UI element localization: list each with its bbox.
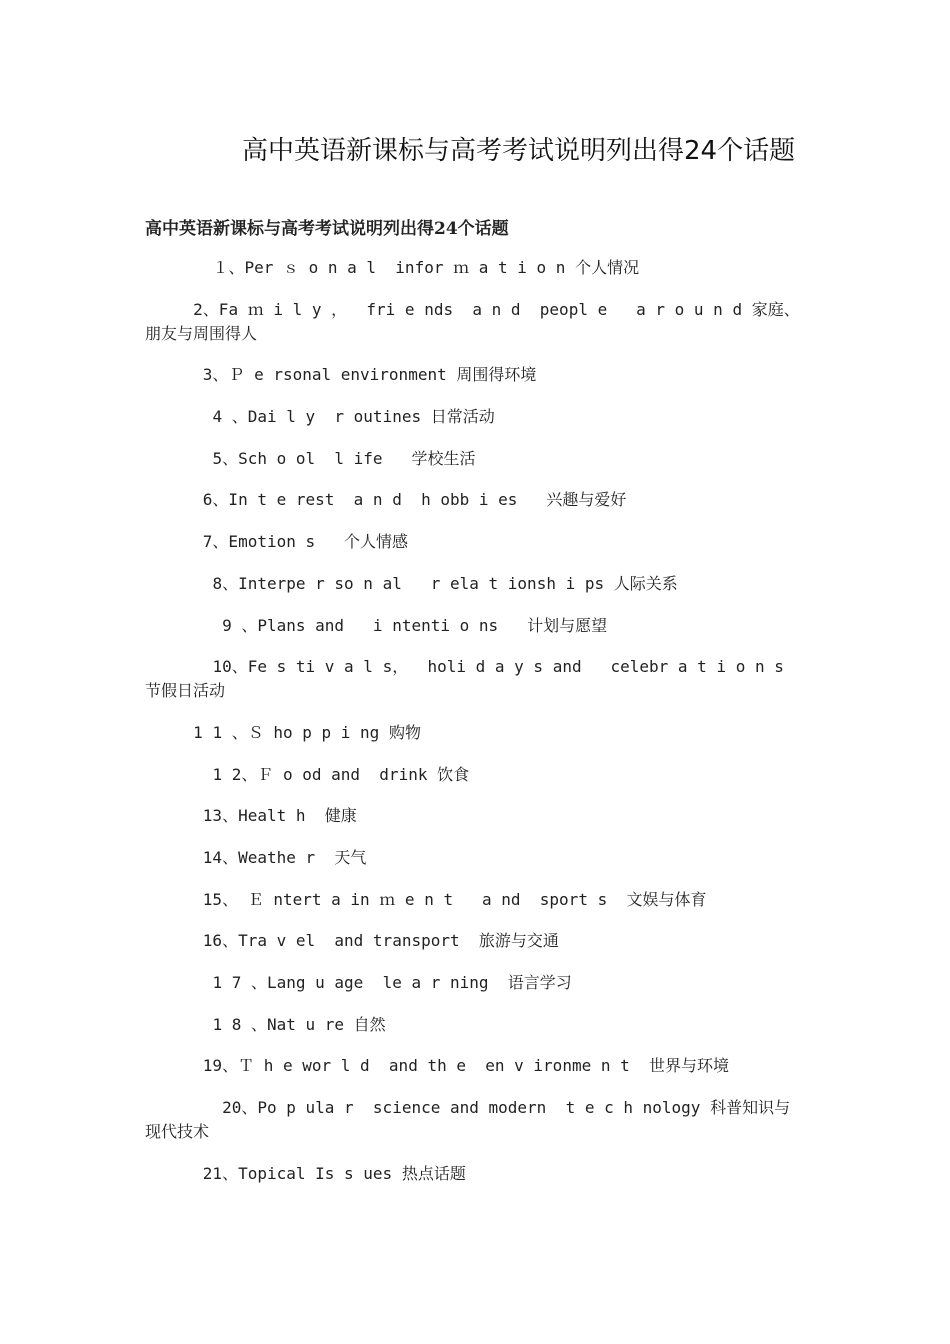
list-item	[145, 1054, 805, 1078]
topic-chinese: 饮食	[437, 764, 470, 784]
topic-chinese: 天气	[334, 847, 367, 867]
topic-english: １、Per ｓ o n a l infor ｍ a t i o n	[212, 258, 576, 277]
topic-chinese: 热点话题	[401, 1163, 466, 1183]
topic-indent	[145, 931, 203, 950]
topic-indent	[145, 1056, 203, 1075]
topic-indent	[145, 848, 203, 867]
topic-indent	[145, 657, 212, 676]
list-item	[145, 804, 805, 828]
topic-chinese: 日常活动	[430, 407, 495, 427]
list-item	[145, 1096, 805, 1144]
topic-english: 1 8 、Nat u re	[212, 1014, 354, 1034]
topic-chinese: 周围得环境	[456, 365, 537, 385]
topic-indent	[145, 407, 212, 426]
list-item	[145, 447, 805, 471]
topic-indent	[145, 1015, 212, 1034]
topic-indent	[145, 890, 203, 909]
topic-english: 10、Fe s ti v a l s， holi d a y s and celebr a t i o n s	[212, 657, 813, 677]
list-item	[145, 763, 805, 787]
topic-chinese: 健康	[324, 806, 357, 826]
list-item	[145, 572, 805, 596]
list-item	[145, 971, 805, 995]
topic-chinese: 文娱与体育	[626, 889, 707, 909]
list-item	[145, 1162, 805, 1186]
topic-english: 19、Ｔ h e wor l d and th e en v ironme n t	[202, 1056, 650, 1076]
list-item	[145, 721, 805, 745]
topic-indent	[145, 973, 212, 992]
topic-english: 1 7 、Lang u age le a r ning	[212, 973, 508, 992]
topic-english: 1 2、Ｆ o od and drink	[212, 764, 438, 784]
topic-indent	[145, 723, 193, 742]
topic-indent	[145, 300, 193, 319]
topic-english: 20、Po p ula r science and modern t e c h nology	[222, 1098, 711, 1118]
topic-indent	[145, 806, 203, 825]
page-title: 高中英语新课标与高考考试说明列出得24个话题	[242, 136, 796, 166]
topic-chinese: 旅游与交通	[478, 931, 559, 951]
topic-indent	[145, 532, 203, 551]
topic-indent	[145, 616, 222, 635]
topic-chinese: 自然	[353, 1014, 386, 1034]
topic-list	[145, 256, 813, 1203]
topic-english: 16、Tra v el and transport	[202, 931, 479, 951]
topic-indent	[145, 365, 203, 384]
topic-english: 8、Interpe r so n al r ela t ionsh i ps	[212, 573, 614, 593]
list-item	[145, 846, 805, 870]
topic-chinese: 科普知识与现代技术	[145, 1098, 791, 1142]
topic-chinese: 兴趣与爱好	[546, 490, 627, 510]
list-item	[145, 363, 805, 387]
topic-indent	[145, 1164, 203, 1183]
topic-chinese: 节假日活动	[145, 681, 226, 701]
list-item	[145, 888, 805, 912]
topic-indent	[145, 765, 212, 784]
topic-indent	[145, 490, 203, 509]
topic-chinese: 学校生活	[411, 448, 476, 468]
topic-english: 1 1 、Ｓ ho p p i ng	[193, 722, 389, 742]
list-item	[145, 256, 805, 280]
topic-chinese: 家庭、朋友与周围得人	[145, 299, 800, 343]
topic-english: 6、In t e rest a n d h obb i es	[202, 490, 547, 510]
topic-english: 9 、Plans and i ntenti o ns	[222, 615, 528, 635]
topic-english: 14、Weathe r	[202, 847, 335, 867]
topic-chinese: 人际关系	[613, 573, 678, 593]
topic-english: 7、Emotion s	[202, 532, 345, 552]
topic-chinese: 计划与愿望	[527, 615, 608, 635]
topic-english: 2、Fa ｍ i l y ， fri e nds a n d peopl e a r o u n d	[193, 299, 752, 319]
topic-english: 15、 Ｅ ntert a in ｍ e n t a nd sport s	[202, 889, 627, 909]
topic-indent	[145, 258, 212, 277]
topic-english: 21、Topical Is s ues	[202, 1163, 402, 1183]
topic-chinese: 个人情况	[575, 258, 640, 277]
topic-indent	[145, 574, 212, 593]
topic-chinese: 世界与环境	[649, 1056, 730, 1076]
topic-indent	[145, 1098, 222, 1117]
list-item	[145, 929, 805, 953]
topic-chinese: 购物	[388, 722, 421, 742]
topic-english: 5、Sch o ol l ife	[212, 448, 412, 468]
list-item	[145, 488, 805, 512]
topic-chinese: 个人情感	[344, 532, 409, 552]
topic-english: 4 、Dai l y r outines	[212, 407, 431, 427]
topic-english: 13、Healt h	[202, 806, 325, 826]
list-item	[145, 530, 805, 554]
page-subtitle: 高中英语新课标与高考考试说明列出得24个话题	[145, 219, 509, 239]
topic-chinese: 语言学习	[507, 973, 572, 992]
list-item	[145, 1013, 805, 1037]
topic-indent	[145, 449, 212, 468]
topic-english: 3、Ｐ e rsonal environment	[202, 365, 457, 385]
list-item	[145, 655, 813, 703]
list-item	[145, 298, 805, 346]
list-item	[145, 614, 805, 638]
list-item	[145, 405, 805, 429]
